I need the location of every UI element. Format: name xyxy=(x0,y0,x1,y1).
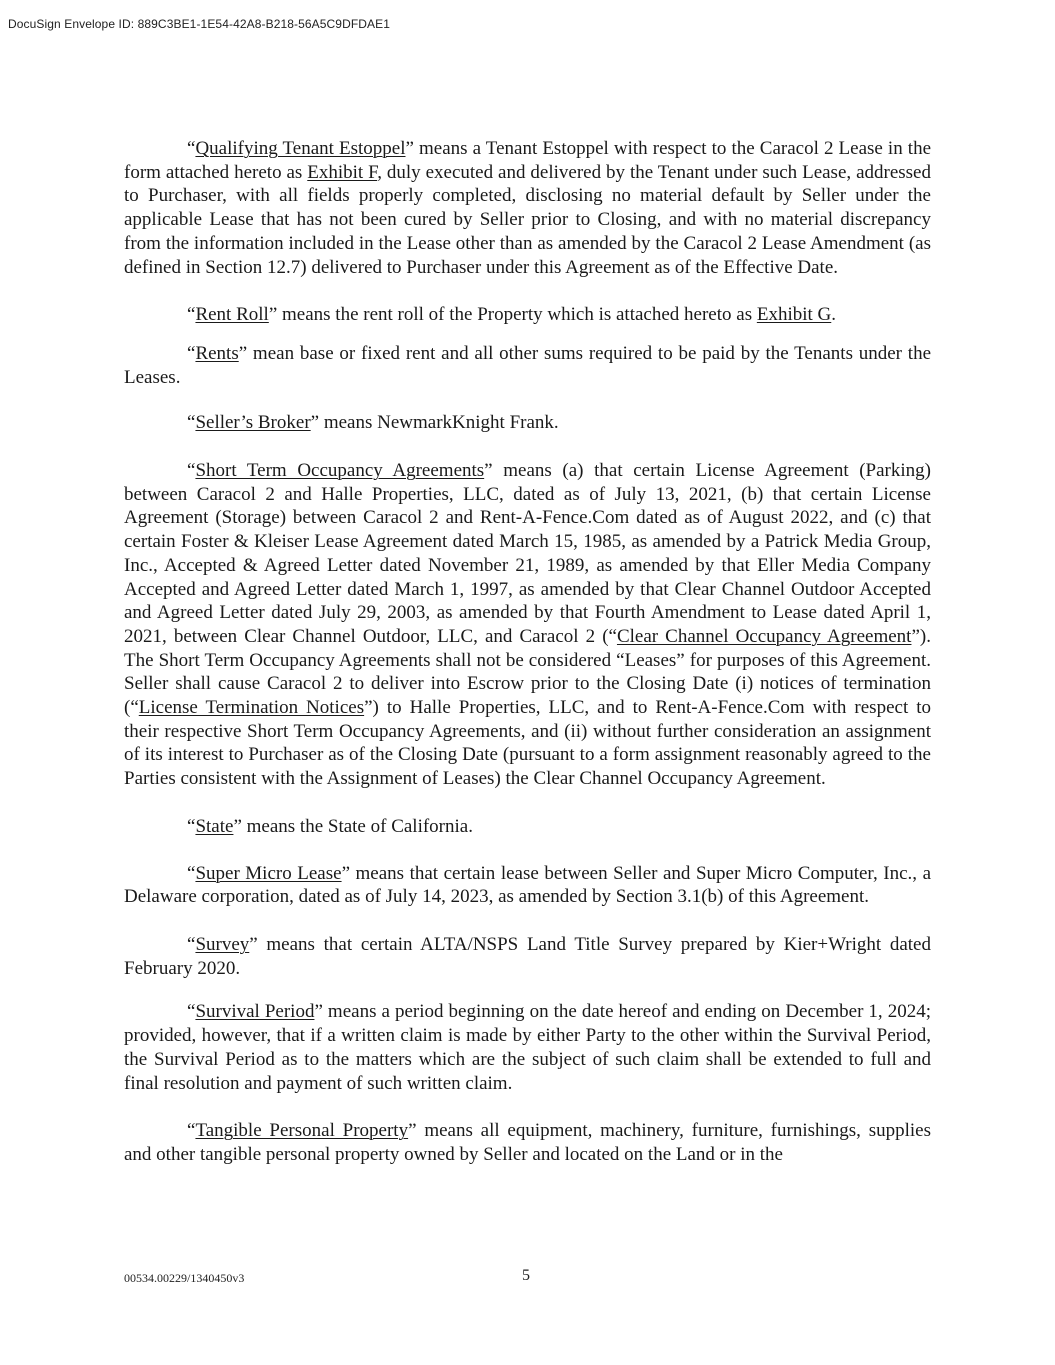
definition-super-micro-lease: “Super Micro Lease” means that certain lease between Seller and Super Micro Computer, Inc., a Delaware corporation, dated as of July 14, 2023, as amended by Section 3.1(b) of this Agreement. xyxy=(124,862,932,908)
definition-qualifying-tenant-estoppel: “Qualifying Tenant Estoppel” means a Tenant Estoppel with respect to the Caracol 2 Lease in the form attached hereto as Exhibit F, duly executed and delivered by the Tenant under such Lease, addressed to Purchaser, with all fields properly completed, disclosing no material default by Seller under the applicable Lease that has not been cured by Seller prior to Closing, and with no material discrepancy from the information included in the Lease other than as amended by the Caracol 2 Lease Amendment (as defined in Section 12.7) delivered to Purchaser under this Agreement as of the Effective Date. xyxy=(124,138,931,278)
definition-survey: “Survey” means that certain ALTA/NSPS Land Title Survey prepared by Kier+Wright dated February 2020. xyxy=(124,933,931,979)
defined-term: Rent Roll xyxy=(195,304,269,326)
definition-state: “State” means the State of California. xyxy=(187,815,473,837)
footer-document-id: 00534.00229/1340450v3 xyxy=(124,1271,245,1285)
definition-survival-period: “Survival Period” means a period beginning on the date hereof and ending on December 1, 2024; provided, however, that if a written claim is made by either Party to the other within the Survival Period, the Survival Period as to the matters which are the subject of such claim shall be extended to full and final resolution and payment of such written claim. xyxy=(124,1001,931,1094)
exhibit-reference: Exhibit F xyxy=(307,161,378,183)
defined-term: Super Micro Lease xyxy=(195,862,342,884)
definition-rent-roll: “Rent Roll” means the rent roll of the Property which is attached hereto as Exhibit G. xyxy=(187,304,837,326)
page-number: 5 xyxy=(522,1267,530,1284)
defined-term: Survival Period xyxy=(195,1001,315,1023)
definition-rents: “Rents” mean base or fixed rent and all other sums required to be paid by the Tenants under the Leases. xyxy=(124,342,931,388)
exhibit-reference: Exhibit G xyxy=(756,304,832,326)
definition-tangible-personal-property: “Tangible Personal Property” means all equipment, machinery, furniture, furnishings, supplies and other tangible personal property owned by Seller and located on the Land or in the xyxy=(124,1120,931,1165)
defined-term: Qualifying Tenant Estoppel xyxy=(195,138,406,159)
definition-sellers-broker: “Seller’s Broker” means NewmarkKnight Frank. xyxy=(187,412,559,434)
defined-term: Survey xyxy=(195,933,250,955)
defined-term: Short Term Occupancy Agreements xyxy=(195,460,485,482)
definition-short-term-occupancy-agreements: “Short Term Occupancy Agreements” means (a) that certain License Agreement (Parking) between Caracol 2 and Halle Properties, LLC, dated as of July 13, 2021, (b) that certain License Agreement (Storage) between Caracol 2 and Rent-A-Fence.Com dated as of August 2022, and (c) that certain Foster & Kleiser Lease Agreement dated March 15, 1985, as amended by a Patrick Media Group, Inc., Accepted & Agreed Letter dated November 21, 1989, as amended by that Eller Media Company Accepted and Agreed Letter dated March 1, 1997, as amended by that Clear Channel Outdoor Accepted and Agreed Letter dated July 29, 2003, as amended by that Fourth Amendment to Lease dated April 1, 2021, between Clear Channel Outdoor, LLC, and Caracol 2 (“Clear Channel Occupancy Agreement”). The Short Term Occupancy Agreements shall not be considered “Leases” for purposes of this Agreement. Seller shall cause Caracol 2 to deliver into Escrow prior to the Closing Date (i) notices of termination (“License Termination Notices”) to Halle Properties, LLC, and to Rent-A-Fence.Com with respect to their respective Short Term Occupancy Agreements, and (ii) without further consideration an assignment of its interest to Purchaser as of the Closing Date (pursuant to a form assignment reasonably agreed to the Parties consistent with the Assignment of Leases) the Clear Channel Occupancy Agreement. xyxy=(124,460,931,790)
defined-term: Seller’s Broker xyxy=(195,412,311,434)
defined-term: Tangible Personal Property xyxy=(195,1120,409,1142)
defined-term: State xyxy=(195,815,234,837)
docusign-envelope-id: DocuSign Envelope ID: 889C3BE1-1E54-42A8-B218-56A5C9DFDAE1 xyxy=(8,17,391,31)
defined-term-inline: License Termination Notices xyxy=(138,697,365,719)
defined-term: Rents xyxy=(195,342,239,364)
defined-term-inline: Clear Channel Occupancy Agreement xyxy=(616,625,912,647)
definitions-body xyxy=(124,137,931,1167)
